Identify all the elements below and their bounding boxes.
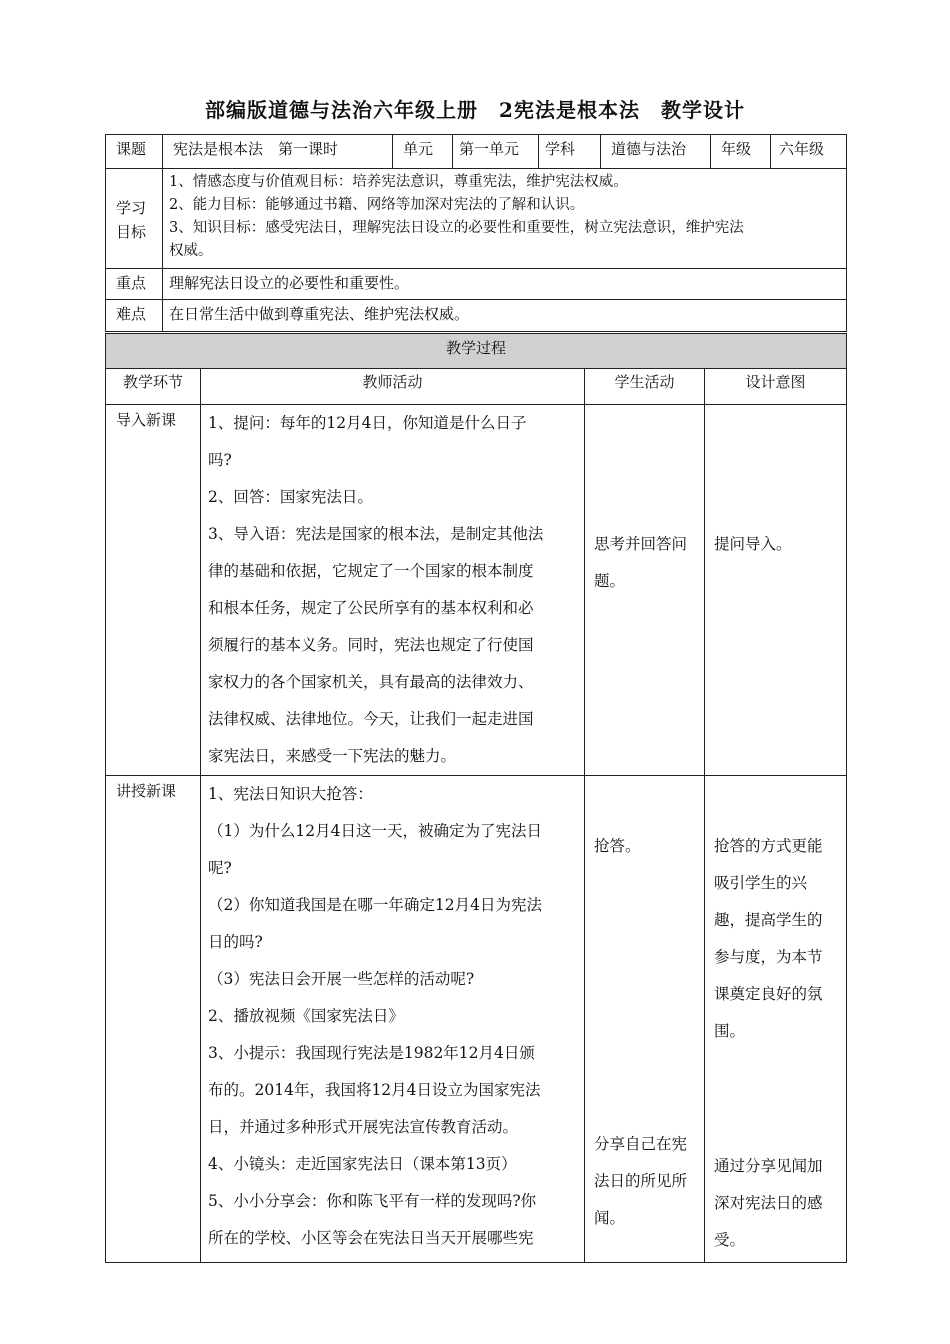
goal-line: 2、能力目标：能够通过书籍、网络等加深对宪法的了解和认识。 [169, 197, 585, 213]
intent-line: 通过分享见闻加 [714, 1157, 823, 1175]
lecture-stage: 讲授新课 [106, 776, 201, 1263]
intent-line: 趣，提高学生的 [714, 911, 823, 929]
intent-line: 围。 [714, 1022, 746, 1040]
goals-label-line: 学习 [116, 198, 147, 217]
teacher-line: 2、播放视频《国家宪法日》 [208, 1007, 404, 1025]
student-line: 抢答。 [594, 837, 641, 855]
info-row-topic [106, 135, 847, 169]
lecture-intent [705, 776, 847, 1263]
lecture-row [106, 776, 847, 1263]
teacher-line: 须履行的基本义务。同时，宪法也规定了行使国 [208, 636, 534, 654]
header-teacher: 教师活动 [201, 369, 585, 405]
header-student: 学生活动 [585, 369, 705, 405]
teacher-line: 2、回答：国家宪法日。 [208, 488, 373, 506]
student-line: 闻。 [594, 1209, 626, 1227]
teacher-line: 法律权威、法律地位。今天，让我们一起走进国 [208, 710, 534, 728]
intro-intent [705, 405, 847, 776]
teacher-line: 家权力的各个国家机关，具有最高的法律效力、 [208, 673, 534, 691]
difficult-label: 难点 [106, 300, 163, 332]
header-intent: 设计意图 [705, 369, 847, 405]
goals-label [106, 169, 163, 269]
document-title: 部编版道德与法治六年级上册 2宪法是根本法 教学设计 [205, 98, 745, 122]
process-band-row [106, 334, 847, 369]
intent-line: 吸引学生的兴 [714, 874, 808, 892]
key-value: 理解宪法日设立的必要性和重要性。 [163, 269, 847, 300]
teacher-line: 3、小提示：我国现行宪法是1982年12月4日颁 [208, 1044, 535, 1062]
teacher-line: 吗? [208, 451, 232, 469]
teaching-process-table [105, 333, 847, 1263]
lesson-info-table [105, 134, 847, 332]
header-stage: 教学环节 [106, 369, 201, 405]
goal-line: 1、情感态度与价值观目标：培养宪法意识，尊重宪法，维护宪法权威。 [169, 174, 628, 190]
info-row-goals [106, 169, 847, 269]
info-row-key [106, 269, 847, 300]
subject-label: 学科 [539, 135, 601, 169]
info-row-difficult [106, 300, 847, 332]
grade-value: 六年级 [771, 135, 847, 169]
intent-line: 课奠定良好的氛 [714, 985, 823, 1003]
teacher-line: （2）你知道我国是在哪一年确定12月4日为宪法 [208, 896, 542, 914]
grade-label: 年级 [711, 135, 771, 169]
goal-line: 3、知识目标：感受宪法日，理解宪法日设立的必要性和重要性，树立宪法意识，维护宪法 [169, 220, 744, 236]
teacher-line: 律的基础和依据，它规定了一个国家的根本制度 [208, 562, 534, 580]
process-band: 教学过程 [106, 334, 847, 369]
teacher-line: （1）为什么12月4日这一天，被确定为了宪法日 [208, 822, 542, 840]
teacher-line: （3）宪法日会开展一些怎样的活动呢? [208, 970, 475, 988]
teacher-line: 所在的学校、小区等会在宪法日当天开展哪些宪 [208, 1229, 534, 1247]
intent-line: 受。 [714, 1231, 746, 1249]
intent-line: 参与度，为本节 [714, 948, 823, 966]
goal-line: 权威。 [169, 243, 213, 259]
intro-row [106, 405, 847, 776]
teacher-line: 日的吗? [208, 933, 263, 951]
goals-label-line: 目标 [116, 222, 147, 241]
intent-line: 抢答的方式更能 [714, 837, 823, 855]
teacher-line: 4、小镜头：走近国家宪法日（课本第13页） [208, 1155, 517, 1173]
teacher-line: 1、提问：每年的12月4日，你知道是什么日子 [208, 414, 527, 432]
intro-stage: 导入新课 [106, 405, 201, 776]
intent-line: 提问导入。 [714, 535, 792, 553]
lecture-teacher [201, 776, 585, 1263]
key-label: 重点 [106, 269, 163, 300]
intro-teacher [201, 405, 585, 776]
difficult-value: 在日常生活中做到尊重宪法、维护宪法权威。 [163, 300, 847, 332]
teacher-line: 家宪法日，来感受一下宪法的魅力。 [208, 747, 457, 765]
process-header-row [106, 369, 847, 405]
teacher-line: 和根本任务，规定了公民所享有的基本权利和必 [208, 599, 534, 617]
student-line: 分享自己在宪 [594, 1135, 688, 1153]
student-line: 思考并回答问 [594, 535, 688, 553]
intro-student [585, 405, 705, 776]
teacher-line: 3、导入语：宪法是国家的根本法，是制定其他法 [208, 525, 544, 543]
subject-value: 道德与法治 [601, 135, 711, 169]
teacher-line: 1、宪法日知识大抢答： [208, 785, 373, 803]
teacher-line: 呢? [208, 859, 232, 877]
goals-value [163, 169, 847, 269]
teacher-line: 日，并通过多种形式开展宪法宣传教育活动。 [208, 1118, 519, 1136]
topic-value: 宪法是根本法 第一课时 [163, 135, 393, 169]
teacher-line: 5、小小分享会：你和陈飞平有一样的发现吗?你 [208, 1192, 537, 1210]
intent-line: 深对宪法日的感 [714, 1194, 823, 1212]
topic-label: 课题 [106, 135, 163, 169]
student-line: 题。 [594, 572, 626, 590]
student-line: 法日的所见所 [594, 1172, 688, 1190]
unit-label: 单元 [393, 135, 453, 169]
teacher-line: 布的。2014年，我国将12月4日设立为国家宪法 [208, 1081, 541, 1099]
lecture-student [585, 776, 705, 1263]
unit-value: 第一单元 [453, 135, 539, 169]
